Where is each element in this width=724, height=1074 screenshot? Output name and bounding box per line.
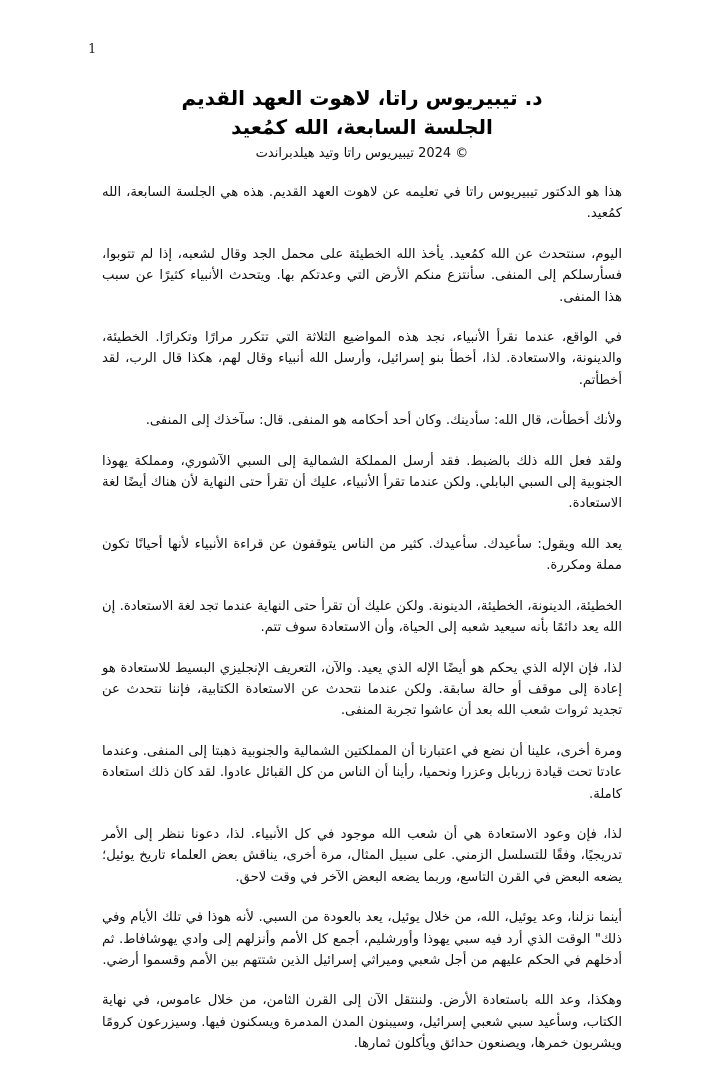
paragraph: وهكذا، وعد الله باستعادة الأرض. ولننتقل الآن إلى القرن الثامن، من خلال عاموس، في نهاية الكتاب، وسأعيد سبي شعبي إسرائيل، وسيبنون المدن المدمرة ويسكنون فيها. وسيزرعون كرومًا ويشربون خمرها، ويصنعون حدائق ويأكلون ثمارها.: [102, 993, 622, 1052]
paragraph: الخطيئة، الدينونة، الخطيئة، الدينونة. ولكن عليك أن تقرأ حتى النهاية عندما تجد لغة الاستعادة. إن الله يعد دائمًا بأنه سيعيد شعبه إلى الحياة، وأن الاستعادة سوف تتم.: [102, 598, 622, 636]
paragraph: ومرة أخرى، علينا أن نضع في اعتبارنا أن المملكتين الشمالية والجنوبية ذهبتا إلى المنفى. وعندما عادتا تحت قيادة زربابل وعزرا ونحميا، رأينا أن الناس من كل القبائل عادوا. لقد كان ذلك استعادة كاملة.: [102, 743, 622, 802]
paragraph: أينما نزلنا، وعد يوئيل، الله، من خلال يوئيل، يعد بالعودة من السبي. لأنه هوذا في تلك الأيام وفي ذلك" الوقت الذي أرد فيه سبي يهوذا وأورشليم، أجمع كل الأمم وأنزلهم إلى وادي يهوشافاط. ثم أدخلهم في الحكم عليهم من أجل شعبي وميراثي إسرائيل الذين شتتهم بين الأمم وقسموا أرضي.: [102, 910, 622, 968]
document-header: [80, 84, 644, 164]
paragraph: لذا، فإن وعود الاستعادة هي أن شعب الله موجود في كل الأنبياء. لذا، دعونا ننظر إلى الأمر تدريجيًا، وفقًا للتسلسل الزمني. على سبيل المثال، مرة أخرى، يناقش بعض العلماء تاريخ يوئيل؛ يضعه البعض في القرن التاسع، وربما يضعه البعض الآخر في وقت لاحق.: [102, 826, 622, 885]
page-number: 1: [88, 42, 97, 57]
paragraph: ولأنك أخطأت، قال الله: سأدينك. وكان أحد أحكامه هو المنفى. قال: سآخذك إلى المنفى.: [145, 413, 622, 429]
session-title: الجلسة السابعة، الله كمُعيد: [231, 115, 493, 139]
paragraph: ولقد فعل الله ذلك بالضبط. فقد أرسل المملكة الشمالية إلى السبي الآشوري، ومملكة يهوذا الجنوبية إلى السبي البابلي. ولكن عندما تقرأ الأنبياء، عليك أن تقرأ حتى النهاية لأن هناك أيضًا لغة الاستعادة.: [102, 453, 622, 512]
document-title: د. تيبيريوس راتا، لاهوت العهد القديم: [181, 86, 543, 110]
paragraph: في الواقع، عندما نقرأ الأنبياء، نجد هذه المواضيع الثلاثة التي تتكرر مرارًا وتكرارًا. الخطيئة، والدينونة، والاستعادة. لذا، أخطأ بنو إسرائيل، وأرسل الله أنبياء وقال لهم، هكذا قال الرب، لقد أخطأتم.: [102, 330, 622, 388]
paragraph: لذا، فإن الإله الذي يحكم هو أيضًا الإله الذي يعيد. والآن، التعريف الإنجليزي البسيط للاستعادة هو إعادة إلى موقف أو حالة سابقة. ولكن عندما نتحدث عن الاستعادة الكتابية، فإننا نتحدث عن تجديد ثروات شعب الله بعد أن عاشوا تجربة المنفى.: [102, 660, 622, 719]
paragraph: يعد الله ويقول: سأعيدك. سأعيدك. كثير من الناس يتوقفون عن قراءة الأنبياء لأنها أحيانًا تكون مملة ومكررة.: [102, 536, 622, 574]
paragraph: هذا هو الدكتور تيبيريوس راتا في تعليمه عن لاهوت العهد القديم. هذه هي الجلسة السابعة، الله كمُعيد.: [102, 185, 622, 222]
document-body: [102, 182, 622, 1074]
copyright-line: © 2024 تيبيريوس راتا وتيد هيلدبراندت: [255, 146, 469, 161]
paragraph: اليوم، سنتحدث عن الله كمُعيد. يأخذ الله الخطيئة على محمل الجد وقال لشعبه، إذا لم تتوبوا، فسأرسلكم إلى المنفى. سأنتزع منكم الأرض التي وعدتكم بها. ويتحدث الأنبياء كثيرًا عن سبب هذا المنفى.: [102, 246, 622, 305]
